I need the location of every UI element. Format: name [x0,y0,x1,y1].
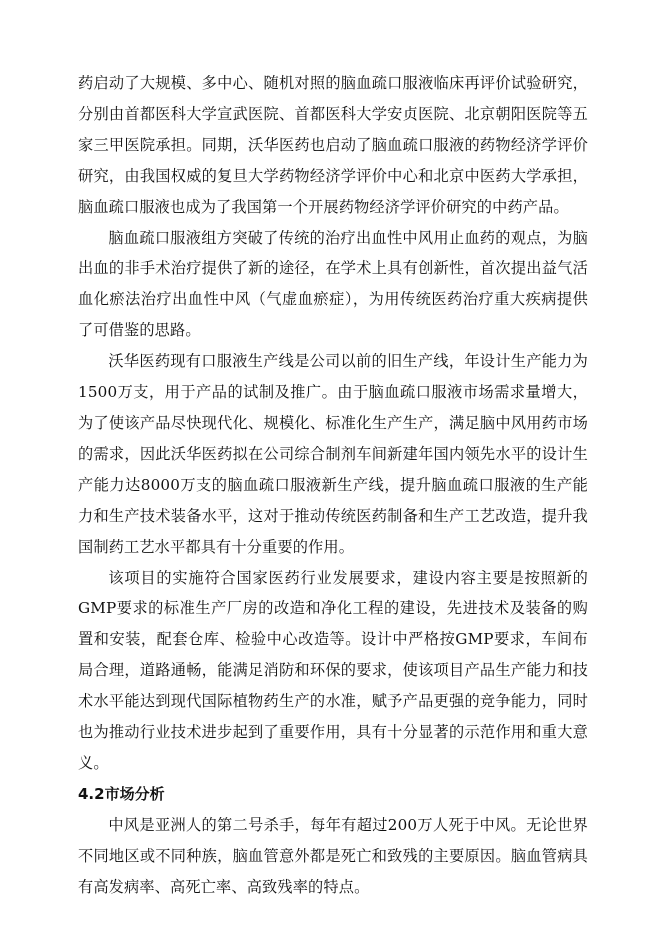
section-heading-market-analysis: 4.2市场分析 [78,784,165,803]
document-page [78,68,588,902]
paragraph-market-analysis: 中风是亚洲人的第二号杀手，每年有超过200万人死于中风。无论世界不同地区或不同种族，脑血管意外都是死亡和致残的主要原因。脑血管病具有高发病率、高死亡率、高致残率的特点。 [78,815,588,896]
paragraph-continuation: 药启动了大规模、多中心、随机对照的脑血疏口服液临床再评价试验研究，分别由首都医科大学宣武医院、首都医科大学安贞医院、北京朝阳医院等五家三甲医院承担。同期，沃华医药也启动了脑血疏口服液的药物经济学评价研究，由我国权威的复旦大学药物经济学评价中心和北京中医药大学承担，脑血疏口服液也成为了我国第一个开展药物经济学评价研究的中药产品。 [78,74,588,216]
paragraph-formula-innovation: 脑血疏口服液组方突破了传统的治疗出血性中风用止血药的观点，为脑出血的非手术治疗提供了新的途径，在学术上具有创新性，首次提出益气活血化瘀法治疗出血性中风（气虚血瘀症），为用传统医药治疗重大疾病提供了可借鉴的思路。 [78,228,588,340]
paragraph-project-implementation: 该项目的实施符合国家医药行业发展要求，建设内容主要是按照新的GMP要求的标准生产厂房的改造和净化工程的建设，先进技术及装备的购置和安装，配套仓库、检验中心改造等。设计中严格按GMP要求，车间布局合理，道路通畅，能满足消防和环保的要求，使该项目产品生产能力和技术水平能达到现代国际植物药生产的水准，赋予产品更强的竞争能力，同时也为推动行业技术进步起到了重要作用，具有十分显著的示范作用和重大意义。 [78,568,588,772]
paragraph-production-line: 沃华医药现有口服液生产线是公司以前的旧生产线，年设计生产能力为1500万支，用于产品的试制及推广。由于脑血疏口服液市场需求量增大，为了使该产品尽快现代化、规模化、标准化生产生产，满足脑中风用药市场的需求，因此沃华医药拟在公司综合制剂车间新建年国内领先水平的设计生产能力达8000万支的脑血疏口服液新生产线，提升脑血疏口服液的生产能力和生产技术装备水平，这对于推动传统医药制备和生产工艺改造，提升我国制药工艺水平都具有十分重要的作用。 [78,352,588,556]
